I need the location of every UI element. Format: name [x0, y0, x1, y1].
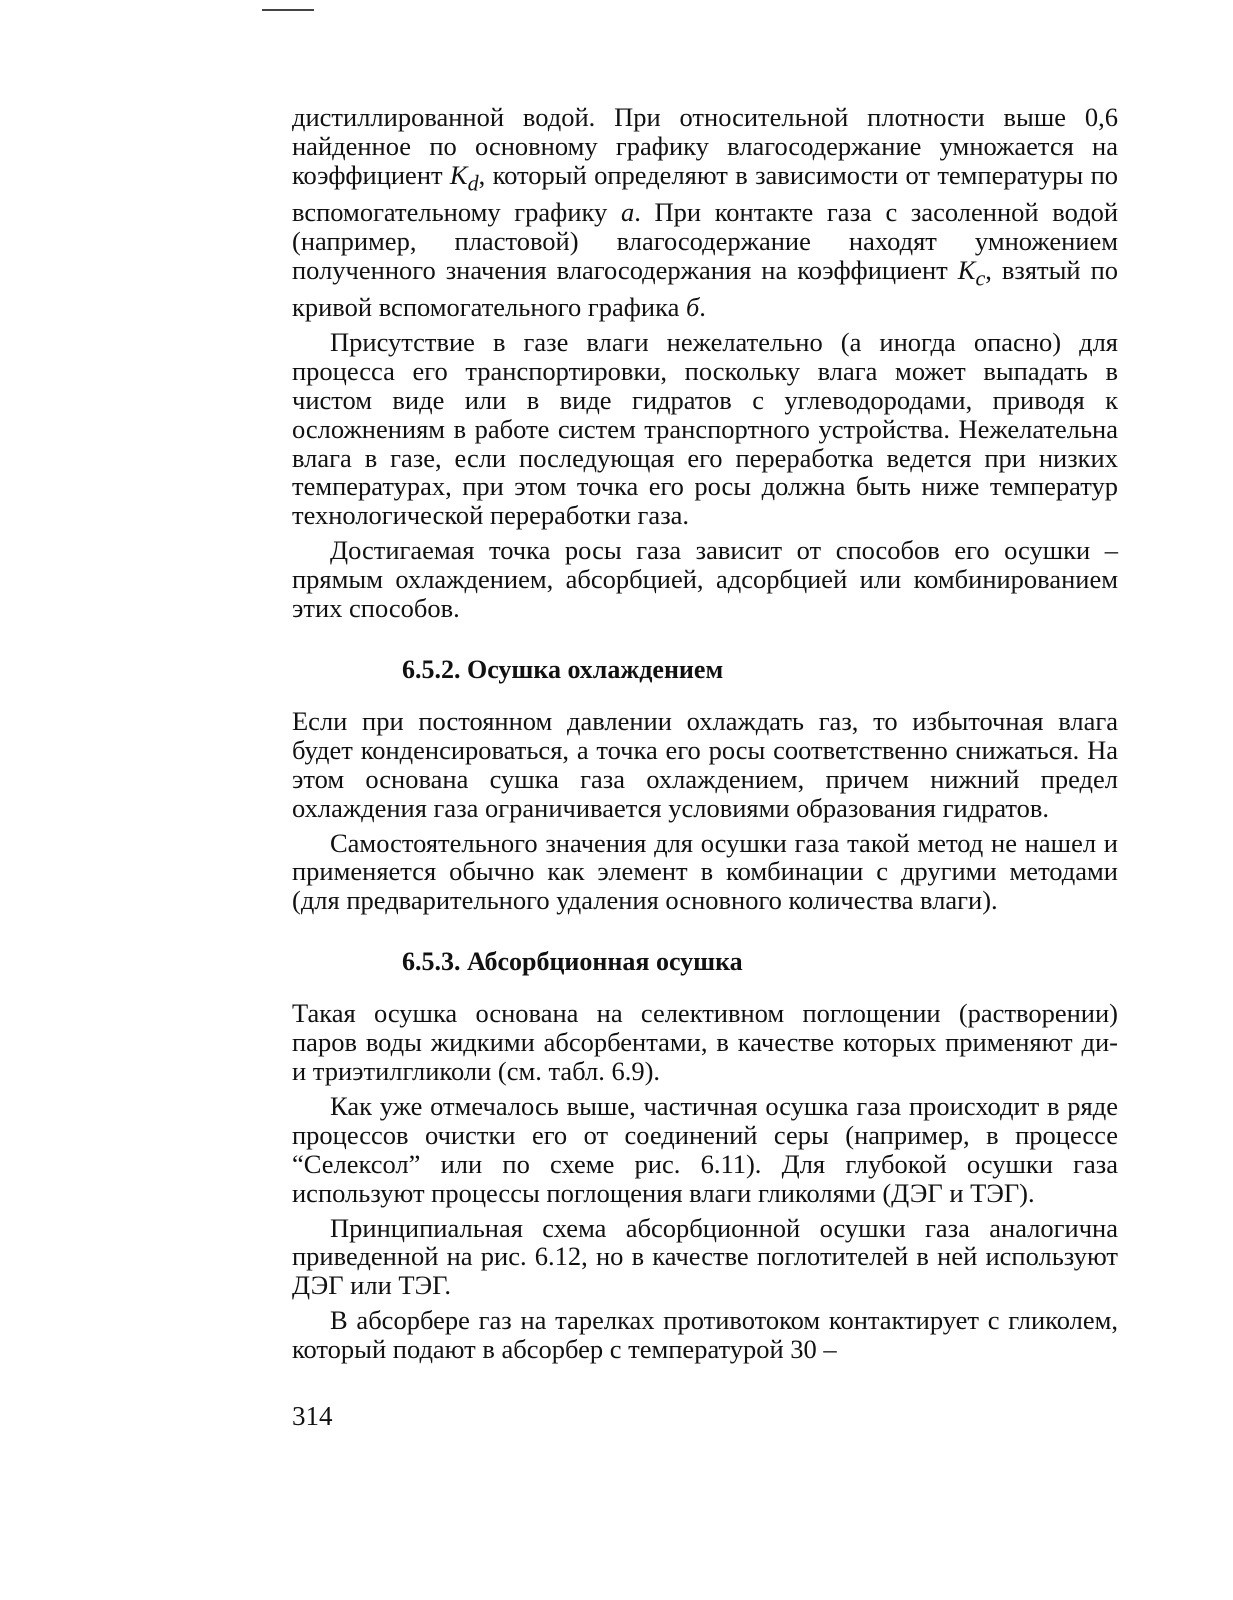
paragraph-8: Принципиальная схема абсорбционной осушки газа аналогична приведенной на рис. 6.12, но в качестве поглотителей в ней используют ДЭГ или ТЭГ. [292, 1212, 1118, 1301]
coefficient-kc: $K_c$ [957, 254, 986, 291]
paragraph-7: Как уже отмечалось выше, частичная осушка газа происходит в ряде процессов очистки его от соединений серы (например, в процессе “Селексол” или по схеме рис. 6.11). Для глубокой осушки газа используют процессы поглощения влаги гликолями (ДЭГ и ТЭГ). [292, 1090, 1118, 1208]
section-heading-6-5-2: 6.5.2. Осушка охлаждением [402, 655, 724, 684]
top-rule [262, 9, 314, 11]
paragraph-3: Достигаемая точка росы газа зависит от способов его осушки – прямым охлаждением, абсорбцией, адсорбцией или комбинированием этих способов. [292, 535, 1118, 624]
text-column [292, 103, 1118, 1370]
paragraph-2: Присутствие в газе влаги нежелательно (а иногда опасно) для процесса его транспортировки, поскольку влага может выпадать в чистом виде или в виде гидратов с углеводородами, приводя к осложнениям в работе систем транспортного устройства. Нежелательна влага в газе, если последующая его переработка ведется при низких температурах, при этом точка его росы должна быть ниже температур технологической переработки газа. [292, 326, 1118, 531]
paragraph-5: Самостоятельного значения для осушки газа такой метод не нашел и применяется обычно как элемент в комбинации с другими методами (для предварительного удаления основного количества влаги). [292, 827, 1118, 916]
paragraph-6: Такая осушка основана на селективном поглощении (растворении) паров воды жидкими абсорбентами, в качестве которых применяют ди- и триэтилгликоли (см. табл. 6.9). [292, 998, 1118, 1086]
paragraph-1: дистиллированной водой. При относительной плотности выше 0,6 найденное по основному графику влагосодержание умножается на коэффициент $K_d$, который определяют в зависимости от температуры по вспомогательному графику а. При контакте газа с засоленной водой (например, пластовой) влагосодержание находят умножением полученного значения влагосодержания на коэффициент $K_c$, взятый по кривой вспомогательного графика б. [292, 102, 1119, 323]
page-number: 314 [292, 1401, 333, 1431]
paragraph-9: В абсорбере газ на тарелках противотоком контактирует с гликолем, который подают в абсорбер с температурой 30 – [292, 1305, 1118, 1365]
paragraph-4: Если при постоянном давлении охлаждать газ, то избыточная влага будет конденсироваться, а точка его росы соответственно снижаться. На этом основана сушка газа охлаждением, причем нижний предел охлаждения газа ограничивается условиями образования гидратов. [292, 705, 1118, 823]
coefficient-kd: $K_d$ [449, 159, 479, 196]
section-heading-6-5-3: 6.5.3. Абсорбционная осушка [402, 947, 743, 977]
